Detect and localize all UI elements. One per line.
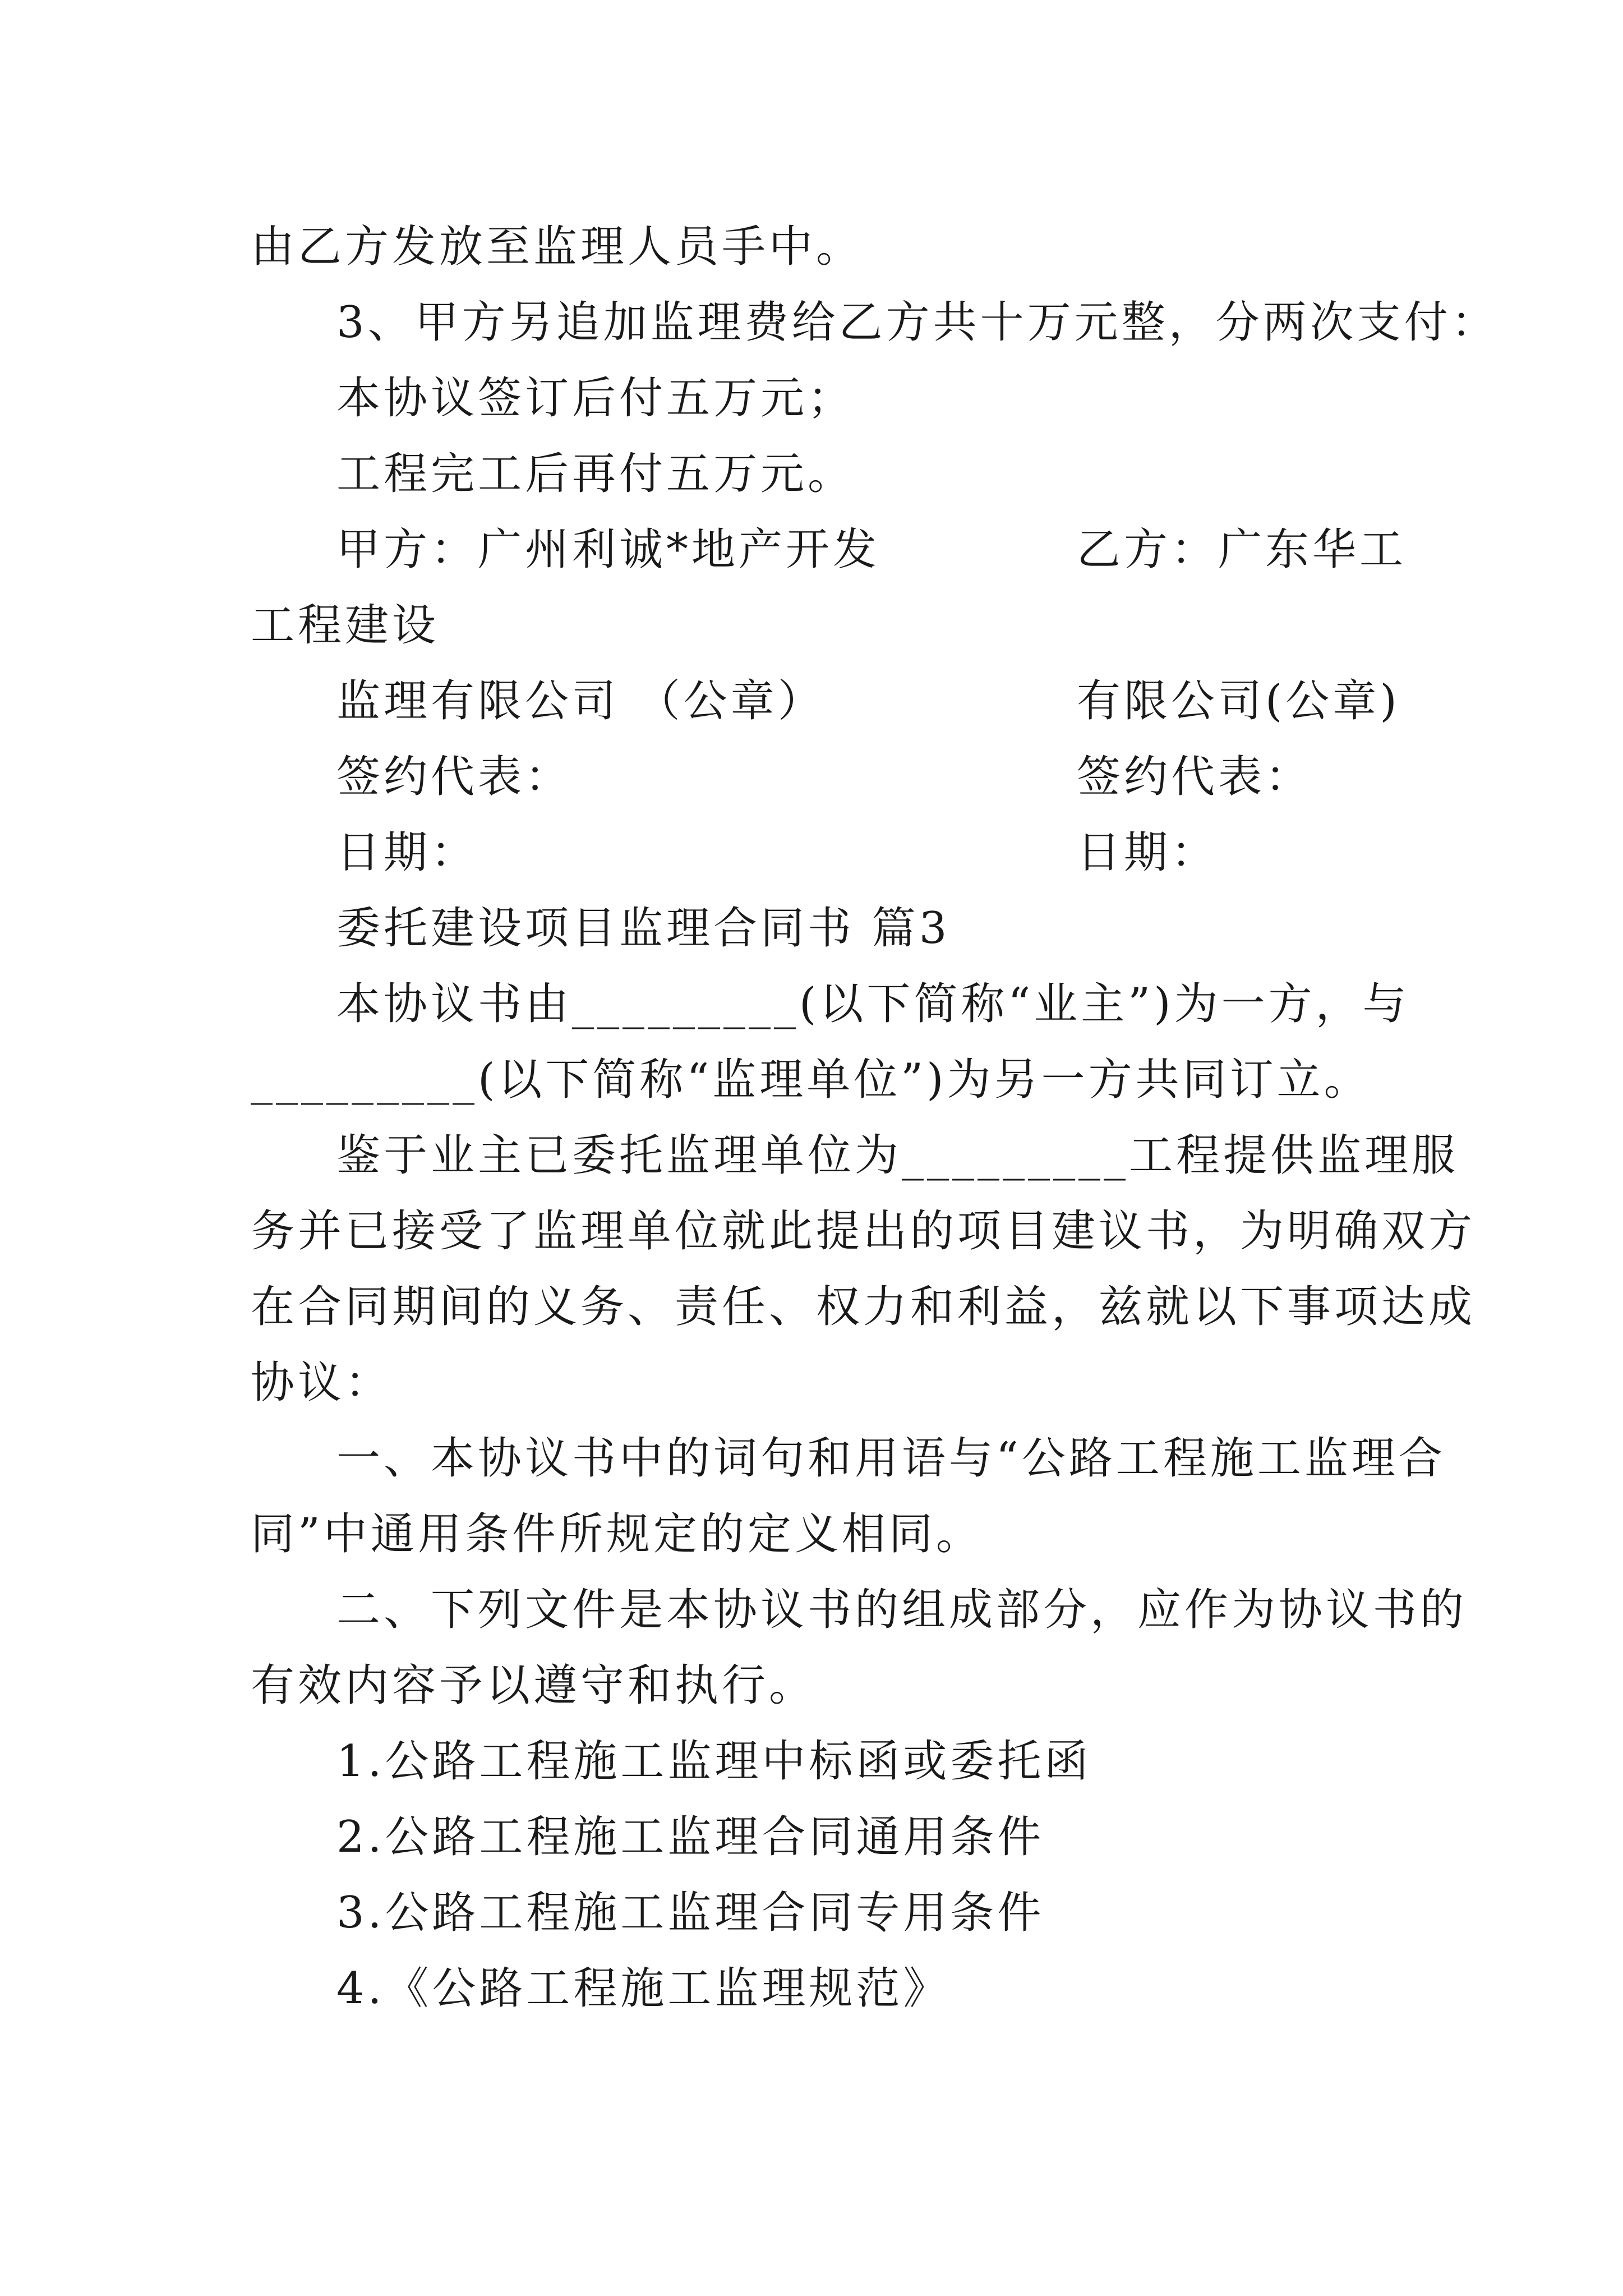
paragraph-line: 在合同期间的义务、责任、权力和利益，兹就以下事项达成 [251, 1282, 1476, 1332]
paragraph-line: 鉴于业主已委托监理单位为_________工程提供监理服 [336, 1130, 1459, 1181]
list-item: 2.公路工程施工监理合同通用条件 [336, 1812, 1045, 1862]
paragraph-line: 本协议签订后付五万元； [336, 373, 855, 424]
paragraph-line: 工程建设 [251, 600, 440, 651]
party-a-company: 监理有限公司 （公章） [336, 676, 825, 726]
list-item: 3.公路工程施工监理合同专用条件 [336, 1888, 1045, 1938]
paragraph-line: 二、下列文件是本协议书的组成部分，应作为协议书的 [336, 1585, 1468, 1635]
paragraph-line: 由乙方发放至监理人员手中。 [251, 222, 864, 272]
paragraph-line: 一、本协议书中的词句和用语与“公路工程施工监理合 [336, 1433, 1446, 1484]
party-b-representative: 签约代表： [1077, 752, 1313, 802]
list-item: 4.《公路工程施工监理规范》 [336, 1963, 951, 2014]
party-b-date: 日期： [1077, 827, 1219, 878]
paragraph-line: _________(以下简称“监理单位”)为另一方共同订立。 [251, 1055, 1371, 1105]
paragraph-line: 有效内容予以遵守和执行。 [251, 1660, 817, 1711]
party-b-company: 有限公司(公章) [1077, 676, 1400, 726]
party-b-name: 乙方：广东华工 [1077, 524, 1407, 575]
section-heading: 委托建设项目监理合同书 篇3 [336, 903, 951, 954]
list-item: 1.公路工程施工监理中标函或委托函 [336, 1736, 1092, 1787]
party-a-representative: 签约代表： [336, 752, 573, 802]
paragraph-line: 协议： [251, 1358, 393, 1408]
paragraph-line: 3、甲方另追加监理费给乙方共十万元整，分两次支付： [336, 297, 1498, 348]
paragraph-line: 工程完工后再付五万元。 [336, 449, 855, 499]
paragraph-line: 务并已接受了监理单位就此提出的项目建议书，为明确双方 [251, 1206, 1476, 1257]
party-a-date: 日期： [336, 827, 478, 878]
paragraph-line: 本协议书由_________(以下简称“业主”)为一方，与 [336, 979, 1410, 1029]
paragraph-line: 同”中通用条件所规定的定义相同。 [251, 1509, 983, 1559]
party-a-name: 甲方：广州利诚*地产开发 [336, 524, 880, 575]
